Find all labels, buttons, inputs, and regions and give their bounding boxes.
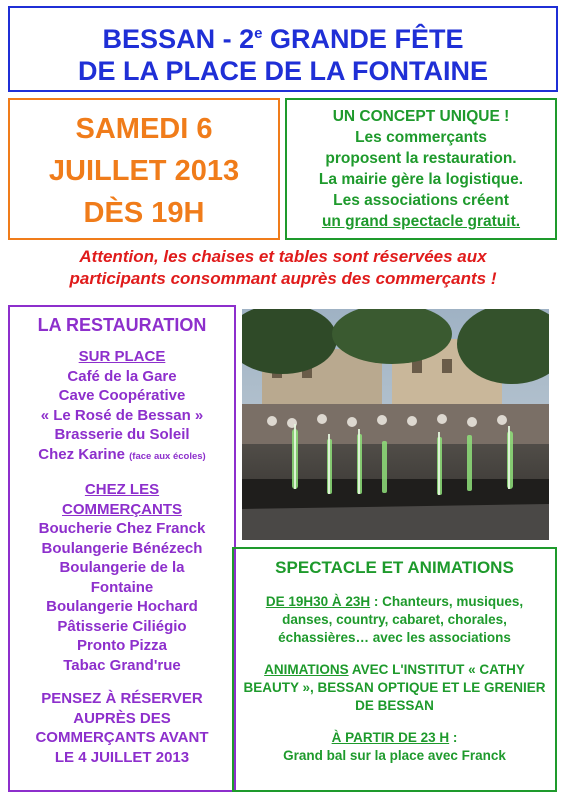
venue-note: (face aux écoles): [129, 450, 206, 462]
venue-item: Cave Coopérative: [58, 387, 186, 404]
shop-item: Boulangerie Hochard: [46, 598, 198, 615]
spectacle-late: À PARTIR DE 23 H : Grand bal sur la place avec Franck: [283, 730, 506, 763]
spectacle-schedule: DE 19H30 À 23H : Chanteurs, musiques, danses, country, cabaret, chorales, échassières… avec les associations: [265, 594, 524, 645]
spectacle-animations: ANIMATIONS AVEC L'INSTITUT « CATHY BEAUTY », BESSAN OPTIQUE ET LE GRENIER DE BESSAN: [243, 662, 546, 713]
shop-item: Boulangerie Bénézech: [41, 539, 203, 557]
reserve-line: PENSEZ À RÉSERVER: [41, 690, 203, 707]
concept-line: La mairie gère la logistique.: [318, 171, 524, 188]
date-line-2: JUILLET 2013: [48, 155, 240, 187]
shop-item: Pronto Pizza: [76, 637, 167, 654]
commercants-heading-1: CHEZ LES: [84, 481, 160, 498]
fountain-photo: [242, 309, 549, 540]
date-line-3: DÈS 19H: [83, 197, 205, 229]
shop-item: Boulangerie de la: [59, 559, 185, 576]
reserve-line: LE 4 JUILLET 2013: [54, 748, 190, 766]
date-line-1: SAMEDI 6: [75, 113, 213, 145]
title-box: [8, 6, 558, 92]
reserve-line: AUPRÈS DES: [73, 709, 171, 727]
venue-item: « Le Rosé de Bessan »: [40, 406, 204, 424]
venue-item: Brasserie du Soleil: [54, 426, 190, 443]
warning-line-2: participants consommant auprès des commerçants !: [69, 269, 497, 288]
shop-item: Boucherie Chez Franck: [38, 520, 206, 537]
venue-item: Café de la Gare: [67, 367, 177, 385]
concept-box: [285, 98, 557, 240]
spectacle-box: [232, 547, 557, 792]
shop-item: Fontaine: [90, 578, 154, 596]
fountain-photo-illustration: [242, 309, 549, 540]
shop-item: Tabac Grand'rue: [63, 656, 181, 674]
venue-item: Chez Karine (face aux écoles): [38, 445, 206, 463]
concept-line: Les associations créent: [333, 192, 509, 209]
concept-line: UN CONCEPT UNIQUE !: [332, 108, 510, 125]
warning-text: [8, 246, 558, 290]
restauration-box: [8, 305, 236, 792]
concept-line: un grand spectacle gratuit.: [321, 213, 521, 230]
title-line-2: DE LA PLACE DE LA FONTAINE: [78, 56, 488, 86]
spectacle-heading: SPECTACLE ET ANIMATIONS: [275, 558, 514, 577]
title-line-1: BESSAN - 2e GRANDE FÊTE: [102, 24, 464, 54]
commercants-heading-2: COMMERÇANTS: [62, 500, 182, 518]
warning-line-1: Attention, les chaises et tables sont réservées aux: [79, 247, 487, 266]
sur-place-heading: SUR PLACE: [78, 348, 166, 365]
concept-line: Les commerçants: [355, 129, 487, 146]
date-box: [8, 98, 280, 240]
shop-item: Pâtisserie Ciliégio: [57, 617, 187, 635]
restauration-heading: LA RESTAURATION: [37, 315, 207, 335]
reserve-line: COMMERÇANTS AVANT: [35, 729, 209, 746]
concept-line: proposent la restauration.: [325, 150, 517, 167]
